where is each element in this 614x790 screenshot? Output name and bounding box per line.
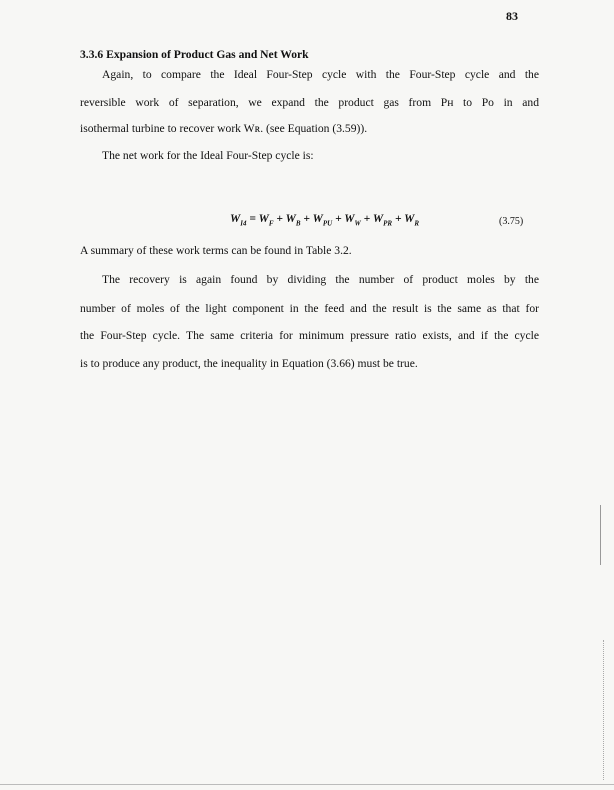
equation-term: $W_R$ [404,213,420,228]
page-number: 83 [506,9,518,23]
paragraph-line: Again, to compare the Ideal Four-Step cycle with the Four-Step cycle and the [102,68,539,81]
section-heading: 3.3.6 Expansion of Product Gas and Net Work [80,48,309,61]
paragraph-line: the Four-Step cycle. The same criteria for minimum pressure ratio exists, and if the cycle [80,329,539,342]
paragraph-line: reversible work of separation, we expand the product gas from Pʜ to Pᴏ in and [80,96,539,109]
equation-intro: The net work for the Ideal Four-Step cycle is: [102,149,314,162]
equation-term: $W_F$ [258,213,274,228]
paragraph-line: isothermal turbine to recover work Wʀ. (see Equation (3.59)). [80,122,368,135]
equation-3-75: $W_{I4} = W_F + W_B + W_{PU} + W_W + W_{PR} + W_R$ [230,213,420,228]
paragraph-line: is to produce any product, the inequality in Equation (3.66) must be true. [80,357,418,370]
equation-term: $W_B$ [285,213,301,228]
equation-term: $W_{PU}$ [312,213,333,228]
scan-edge-dots [603,640,605,780]
equation-number: (3.75) [499,216,524,227]
scan-edge-mark [600,505,601,565]
equation-term: $W_W$ [344,213,361,228]
equation-term: $W_{PR}$ [372,213,393,228]
summary-text: A summary of these work terms can be found in Table 3.2. [80,244,352,257]
paragraph-line: The recovery is again found by dividing the number of product moles by the [102,273,539,286]
paragraph-line: number of moles of the light component in the feed and the result is the same as that for [80,302,539,315]
scan-bottom-edge [0,784,614,785]
